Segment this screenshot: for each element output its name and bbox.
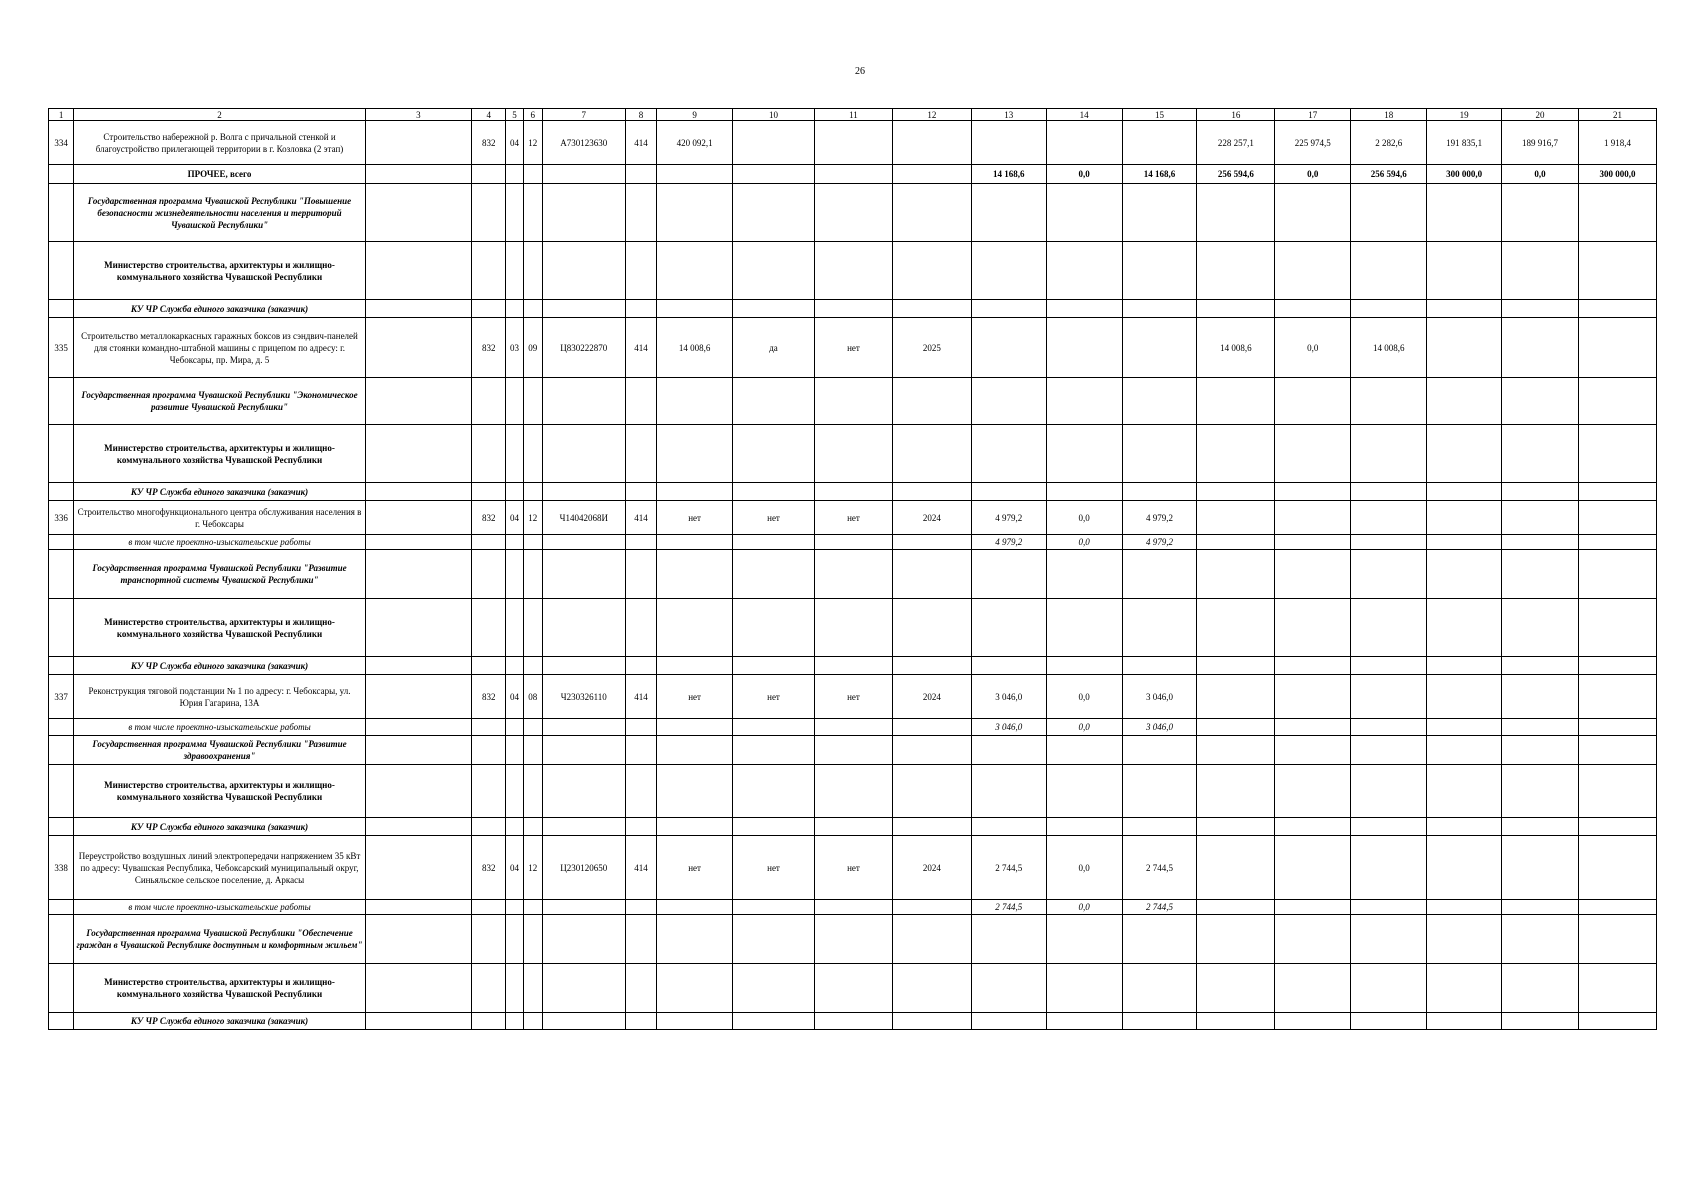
cell: 2 282,6 (1351, 121, 1427, 165)
row-number: 338 (49, 836, 74, 900)
cell: 12 (523, 501, 542, 535)
total-label: ПРОЧЕЕ, всего (74, 165, 365, 184)
ministry-row (49, 964, 1657, 1013)
cell (892, 121, 971, 165)
cell: 1 918,4 (1578, 121, 1656, 165)
cell: нет (657, 836, 733, 900)
col-header: 2 (74, 109, 365, 121)
cell: А730123630 (542, 121, 625, 165)
cell: 2 744,5 (971, 900, 1046, 915)
sub-row (49, 900, 1657, 915)
cell: 0,0 (1046, 501, 1122, 535)
col-header: 6 (523, 109, 542, 121)
customer-row (49, 1013, 1657, 1030)
table-row (49, 675, 1657, 719)
cell: 3 046,0 (971, 719, 1046, 736)
cell: 2024 (892, 675, 971, 719)
table-row (49, 318, 1657, 378)
cell: 414 (625, 836, 656, 900)
cell: 0,0 (1046, 675, 1122, 719)
col-header: 21 (1578, 109, 1656, 121)
object-name: Строительство многофункционального центра обслуживания населения в г. Чебоксары (74, 501, 365, 535)
cell: 832 (471, 836, 505, 900)
cell: 0,0 (1046, 900, 1122, 915)
customer-row (49, 483, 1657, 501)
col-header: 19 (1427, 109, 1502, 121)
cell: 4 979,2 (1122, 535, 1197, 550)
program-title: Государственная программа Чувашской Республики "Развитие здравоохранения" (74, 736, 365, 765)
cell: 0,0 (1502, 165, 1579, 184)
ministry-title: Министерство строительства, архитектуры и жилищно-коммунального хозяйства Чувашской Республики (74, 964, 365, 1013)
cell: нет (733, 501, 815, 535)
cell: нет (657, 501, 733, 535)
program-row (49, 915, 1657, 964)
cell: 08 (523, 675, 542, 719)
table-row (49, 836, 1657, 900)
program-row (49, 550, 1657, 599)
cell (733, 121, 815, 165)
cell: 2 744,5 (1122, 836, 1197, 900)
cell (1046, 121, 1122, 165)
cell: Ц230120650 (542, 836, 625, 900)
cell: 0,0 (1046, 165, 1122, 184)
cell (1122, 121, 1197, 165)
program-title: Государственная программа Чувашской Республики "Повышение безопасности жизнедеятельности населения и территорий Чувашской Республики" (74, 184, 365, 242)
cell: 256 594,6 (1197, 165, 1275, 184)
column-number-row (49, 109, 1657, 121)
customer-row (49, 657, 1657, 675)
cell: 832 (471, 318, 505, 378)
col-header: 20 (1502, 109, 1579, 121)
cell: нет (814, 675, 892, 719)
program-title: Государственная программа Чувашской Республики "Обеспечение граждан в Чувашской Республике доступным и комфортным жильем" (74, 915, 365, 964)
object-name: Переустройство воздушных линий электропередачи напряжением 35 кВт по адресу: Чувашская Республика, Чебоксарский муниципальный округ, Синьяльское сельское поселение, д. Аркасы (74, 836, 365, 900)
cell: нет (814, 836, 892, 900)
cell: 2025 (892, 318, 971, 378)
cell: 3 046,0 (971, 675, 1046, 719)
sub-row (49, 719, 1657, 736)
cell: 228 257,1 (1197, 121, 1275, 165)
cell: Ч230326110 (542, 675, 625, 719)
cell: 191 835,1 (1427, 121, 1502, 165)
customer-row (49, 818, 1657, 836)
cell: 2 744,5 (971, 836, 1046, 900)
cell: 0,0 (1275, 165, 1351, 184)
cell: 300 000,0 (1427, 165, 1502, 184)
cell: 14 008,6 (657, 318, 733, 378)
col-header: 17 (1275, 109, 1351, 121)
cell: 832 (471, 675, 505, 719)
col-header: 18 (1351, 109, 1427, 121)
cell: Ц830222870 (542, 318, 625, 378)
customer-title: КУ ЧР Служба единого заказчика (заказчик) (74, 300, 365, 318)
cell: 14 008,6 (1351, 318, 1427, 378)
cell: 04 (506, 836, 523, 900)
cell: 14 168,6 (971, 165, 1046, 184)
sub-row-label: в том числе проектно-изыскательские работы (74, 535, 365, 550)
cell: 3 046,0 (1122, 675, 1197, 719)
cell: 03 (506, 318, 523, 378)
cell (49, 165, 74, 184)
col-header: 9 (657, 109, 733, 121)
cell: 12 (523, 836, 542, 900)
col-header: 8 (625, 109, 656, 121)
cell: Ч14042068И (542, 501, 625, 535)
cell: 2024 (892, 501, 971, 535)
cell: нет (814, 501, 892, 535)
col-header: 11 (814, 109, 892, 121)
cell: 0,0 (1046, 719, 1122, 736)
cell: 414 (625, 318, 656, 378)
col-header: 14 (1046, 109, 1122, 121)
sub-row-label: в том числе проектно-изыскательские работы (74, 900, 365, 915)
cell: 2024 (892, 836, 971, 900)
program-row (49, 184, 1657, 242)
customer-title: КУ ЧР Служба единого заказчика (заказчик) (74, 483, 365, 501)
cell: 09 (523, 318, 542, 378)
cell: да (733, 318, 815, 378)
col-header: 10 (733, 109, 815, 121)
object-name: Строительство металлокаркасных гаражных боксов из сэндвич-панелей для стоянки командно-штабной машины с прицепом по адресу: г. Чебоксары, пр. Мира, д. 5 (74, 318, 365, 378)
cell: 420 092,1 (657, 121, 733, 165)
program-title: Государственная программа Чувашской Республики "Развитие транспортной системы Чувашской Республики" (74, 550, 365, 599)
cell: 04 (506, 121, 523, 165)
cell: 414 (625, 675, 656, 719)
cell: нет (733, 836, 815, 900)
cell: 0,0 (1046, 836, 1122, 900)
table-row (49, 121, 1657, 165)
col-header: 1 (49, 109, 74, 121)
row-number: 336 (49, 501, 74, 535)
cell: 414 (625, 121, 656, 165)
col-header: 4 (471, 109, 505, 121)
row-number: 334 (49, 121, 74, 165)
cell: 14 168,6 (1122, 165, 1197, 184)
table-row-total (49, 165, 1657, 184)
ministry-row (49, 765, 1657, 818)
investment-objects-table (48, 108, 1657, 1030)
col-header: 5 (506, 109, 523, 121)
sub-row-label: в том числе проектно-изыскательские работы (74, 719, 365, 736)
customer-title: КУ ЧР Служба единого заказчика (заказчик) (74, 657, 365, 675)
ministry-title: Министерство строительства, архитектуры и жилищно-коммунального хозяйства Чувашской Республики (74, 242, 365, 300)
ministry-row (49, 242, 1657, 300)
cell: 4 979,2 (971, 501, 1046, 535)
cell: 414 (625, 501, 656, 535)
cell: 832 (471, 501, 505, 535)
program-title: Государственная программа Чувашской Республики "Экономическое развитие Чувашской Республики" (74, 378, 365, 425)
cell: 256 594,6 (1351, 165, 1427, 184)
page-number: 26 (855, 66, 865, 77)
col-header: 16 (1197, 109, 1275, 121)
ministry-row (49, 425, 1657, 483)
cell (365, 121, 471, 165)
cell: нет (657, 675, 733, 719)
col-header: 12 (892, 109, 971, 121)
cell: 4 979,2 (1122, 501, 1197, 535)
sub-row (49, 535, 1657, 550)
ministry-title: Министерство строительства, архитектуры и жилищно-коммунального хозяйства Чувашской Республики (74, 765, 365, 818)
customer-title: КУ ЧР Служба единого заказчика (заказчик) (74, 1013, 365, 1030)
cell: 0,0 (1275, 318, 1351, 378)
ministry-row (49, 599, 1657, 657)
cell: 12 (523, 121, 542, 165)
row-number: 337 (49, 675, 74, 719)
customer-row (49, 300, 1657, 318)
cell (971, 121, 1046, 165)
row-number: 335 (49, 318, 74, 378)
cell: 14 008,6 (1197, 318, 1275, 378)
cell: 189 916,7 (1502, 121, 1579, 165)
customer-title: КУ ЧР Служба единого заказчика (заказчик) (74, 818, 365, 836)
col-header: 3 (365, 109, 471, 121)
cell: 0,0 (1046, 535, 1122, 550)
cell: 04 (506, 675, 523, 719)
col-header: 15 (1122, 109, 1197, 121)
ministry-title: Министерство строительства, архитектуры и жилищно-коммунального хозяйства Чувашской Республики (74, 599, 365, 657)
cell: 3 046,0 (1122, 719, 1197, 736)
cell: 2 744,5 (1122, 900, 1197, 915)
cell: 4 979,2 (971, 535, 1046, 550)
program-row (49, 736, 1657, 765)
cell: нет (814, 318, 892, 378)
table-row (49, 501, 1657, 535)
object-name: Реконструкция тяговой подстанции № 1 по адресу: г. Чебоксары, ул. Юрия Гагарина, 13А (74, 675, 365, 719)
cell: нет (733, 675, 815, 719)
ministry-title: Министерство строительства, архитектуры и жилищно-коммунального хозяйства Чувашской Республики (74, 425, 365, 483)
cell (814, 121, 892, 165)
col-header: 13 (971, 109, 1046, 121)
cell: 300 000,0 (1578, 165, 1656, 184)
cell: 04 (506, 501, 523, 535)
cell: 225 974,5 (1275, 121, 1351, 165)
program-row (49, 378, 1657, 425)
cell: 832 (471, 121, 505, 165)
object-name: Строительство набережной р. Волга с причальной стенкой и благоустройство прилегающей территории в г. Козловка (2 этап) (74, 121, 365, 165)
col-header: 7 (542, 109, 625, 121)
